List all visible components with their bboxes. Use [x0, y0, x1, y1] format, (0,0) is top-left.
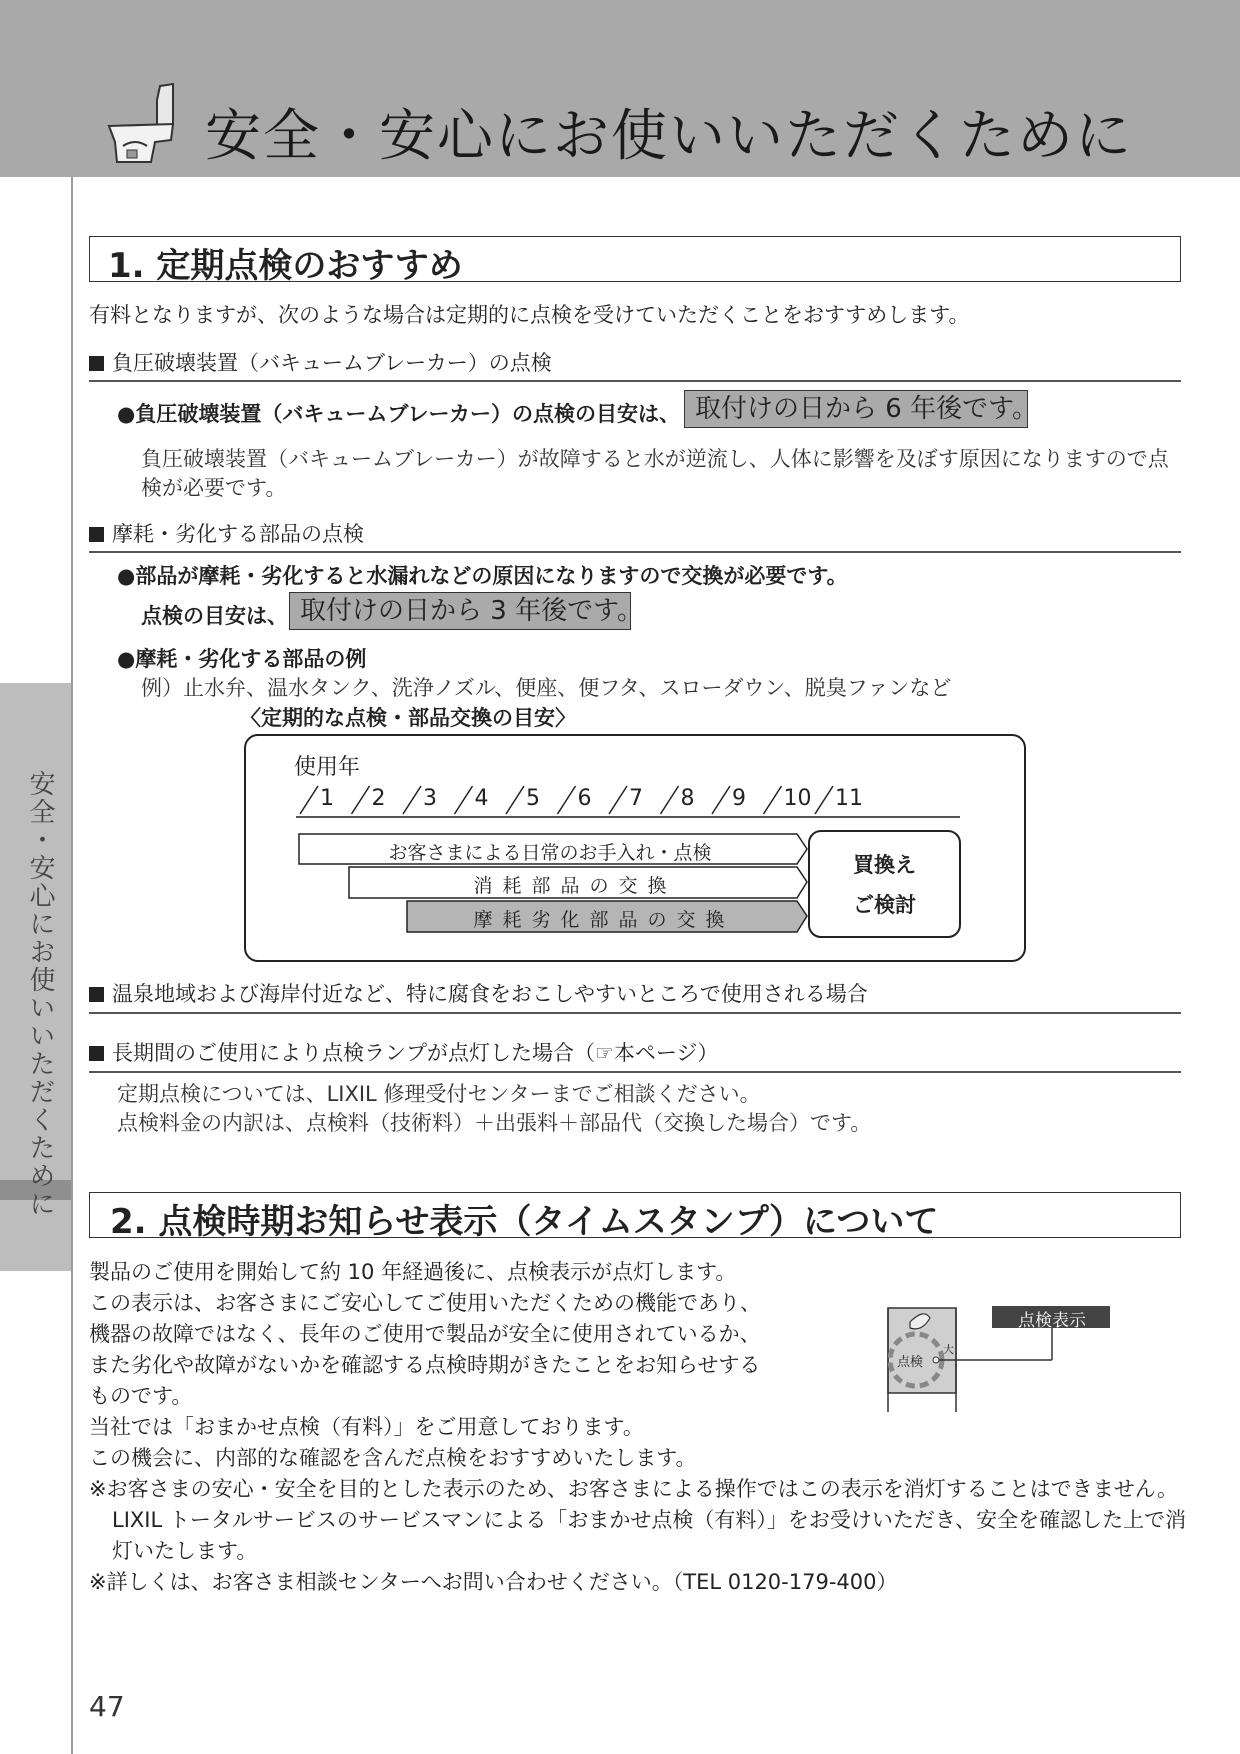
year-slash-icon: [609, 786, 627, 814]
section2-note1-line1: ※お客さまの安心・安全を目的とした表示のため、お客さまによる操作ではこの表示を消灯することはできません。: [89, 1477, 1179, 1501]
year-tick-label: 10: [783, 786, 812, 811]
year-slash-icon: [300, 786, 318, 814]
bar1-label: お客さまによる日常のお手入れ・点検: [388, 842, 712, 864]
replace-label-line2: ご検討: [853, 893, 916, 917]
section1-title: 1. 定期点検のおすすめ: [108, 246, 463, 286]
replace-box: [809, 831, 960, 937]
year-slash-icon: [558, 786, 576, 814]
section2-title: 2. 点検時期お知らせ表示（タイムスタンプ）について: [110, 1202, 939, 1242]
item1-rule: [89, 380, 1181, 382]
diagram-year-baseline: [296, 816, 960, 818]
item2-sub-label: 点検の目安は、: [141, 604, 288, 628]
year-tick-label: 9: [732, 786, 746, 811]
year-slash-icon: [403, 786, 421, 814]
year-slash-icon: [764, 786, 782, 814]
section2-line: この表示は、お客さまにご安心してご使用いただくための機能であり、: [89, 1291, 761, 1315]
diagram-caption: 〈定期的な点検・部品交換の目安〉: [240, 706, 576, 730]
page-title: 安全・安心にお使いいただくために: [205, 104, 1133, 169]
page-number: 47: [89, 1690, 125, 1723]
year-tick-label: 5: [526, 786, 540, 811]
year-slash-icon: [712, 786, 730, 814]
year-tick-label: 3: [423, 786, 437, 811]
section2-note1-line2: LIXIL トータルサービスのサービスマンによる「おまかせ点検（有料）」をお受けいただき、安全を確認した上で消: [112, 1508, 1187, 1532]
item1-desc-line2: 検が必要です。: [141, 476, 287, 500]
section2-line: ものです。: [89, 1384, 193, 1408]
replace-label-line1: 買換え: [853, 853, 916, 877]
item2-highlight: 取付けの日から 3 年後です。: [289, 592, 631, 630]
item3-heading: 温泉地域および海岸付近など、特に腐食をおこしやすいところで使用される場合: [89, 978, 868, 1008]
item2-heading: 摩耗・劣化する部品の点検: [89, 518, 364, 548]
side-rule: [71, 177, 73, 1754]
item4-note-line1: 定期点検については、LIXIL 修理受付センターまでご相談ください。: [117, 1082, 761, 1106]
year-slash-icon: [815, 786, 833, 814]
section2-line: この機会に、内部的な確認を含んだ点検をおすすめいたします。: [89, 1446, 697, 1470]
year-slash-icon: [455, 786, 473, 814]
item2-example-text: 例）止水弁、温水タンク、洗浄ノズル、便座、便フタ、スローダウン、脱臭ファンなど: [141, 676, 952, 700]
panel-lamp-label: 点検: [897, 1355, 924, 1370]
year-tick-label: 11: [835, 786, 863, 811]
section2-note2: ※詳しくは、お客さま相談センターへお問い合わせください。（TEL 0120-179-400）: [89, 1570, 898, 1594]
item2-bullet: ●部品が摩耗・劣化すると水漏れなどの原因になりますので交換が必要です。: [117, 564, 848, 588]
square-bullet-icon: [89, 356, 104, 371]
section2-line: 機器の故障ではなく、長年のご使用で製品が安全に使用されているか、: [89, 1322, 761, 1346]
square-bullet-icon: [89, 1046, 104, 1061]
year-tick-label: 8: [680, 786, 695, 811]
year-tick-label: 2: [371, 786, 386, 811]
item4-rule: [89, 1071, 1181, 1073]
item3-rule: [89, 1012, 1181, 1014]
year-tick-label: 4: [474, 786, 489, 811]
section1-intro: 有料となりますが、次のような場合は定期的に点検を受けていただくことをおすすめします。: [89, 303, 970, 327]
side-index-label: 安全・安心にお使いいただくために: [25, 770, 55, 1218]
item4-note-line2: 点検料金の内訳は、点検料（技術料）＋出張料＋部品代（交換した場合）です。: [117, 1111, 872, 1135]
year-tick-label: 6: [577, 786, 592, 811]
bar3-label: 摩耗劣化部品の交換: [473, 909, 735, 931]
item2-example-heading: ●摩耗・劣化する部品の例: [117, 647, 367, 671]
section2-line: 当社では「おまかせ点検（有料）」をご用意しております。: [89, 1415, 644, 1439]
year-tick-label: 1: [320, 786, 334, 811]
item2-rule: [89, 551, 1181, 553]
toilet-icon: [105, 80, 185, 166]
item1-desc-line1: 負圧破壊装置（バキュームブレーカー）が故障すると水が逆流し、人体に影響を及ぼす原因になりますので点: [141, 447, 1169, 471]
item1-heading: 負圧破壊装置（バキュームブレーカー）の点検: [89, 347, 552, 377]
panel-side-mark: 大: [943, 1343, 954, 1356]
year-tick-label: 7: [629, 786, 643, 811]
section2-line: また劣化や故障がないかを確認する点検時期がきたことをお知らせする: [89, 1353, 761, 1377]
diagram-year-label: 使用年: [294, 755, 361, 780]
section2-note1-line3: 灯いたします。: [112, 1539, 258, 1563]
item4-heading: 長期間のご使用により点検ランプが点灯した場合（☞本ページ）: [89, 1037, 718, 1067]
diagram-year-row: [296, 782, 960, 816]
year-slash-icon: [352, 786, 370, 814]
item1-highlight: 取付けの日から 6 年後です。: [684, 390, 1028, 428]
square-bullet-icon: [89, 987, 104, 1002]
panel-callout-label: 点検表示: [1018, 1311, 1086, 1331]
section2-line: 製品のご使用を開始して約 10 年経過後に、点検表示が点灯します。: [89, 1260, 737, 1284]
item1-bullet: ●負圧破壊装置（バキュームブレーカー）の点検の目安は、: [117, 402, 681, 426]
year-slash-icon: [506, 786, 524, 814]
year-slash-icon: [661, 786, 679, 814]
square-bullet-icon: [89, 527, 104, 542]
bar2-label: 消耗部品の交換: [473, 875, 677, 897]
